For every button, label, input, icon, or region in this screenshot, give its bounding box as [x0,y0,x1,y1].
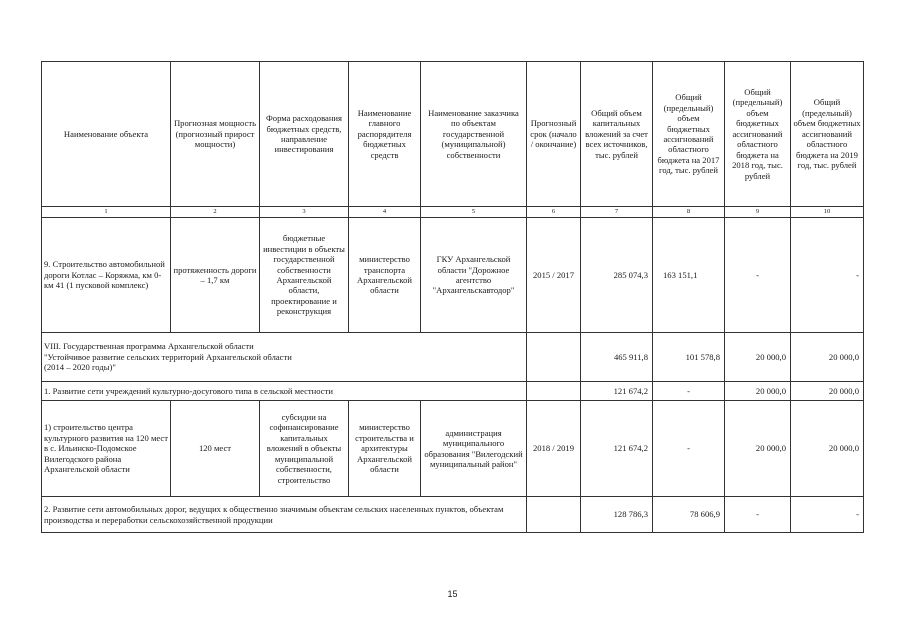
column-number: 6 [527,207,581,218]
object-name: 9. Строительство автомобильной дороги Котлас – Коряжма, км 0-км 41 (1 пусковой комплекс) [42,218,171,333]
spending-form: бюджетные инвестиции в объекты государственной собственности Архангельской области, проектирование и реконструкция [260,218,349,333]
section-title: 1. Развитие сети учреждений культурно-досугового типа в сельской местности [42,382,527,401]
budget-2019: - [791,497,864,533]
header-cell: Прогнозный срок (начало / окончание) [527,62,581,207]
budget-2017: - [653,401,725,497]
capacity: 120 мест [171,401,260,497]
total-investment: 121 674,2 [581,401,653,497]
total-investment: 121 674,2 [581,382,653,401]
budget-2017: 78 606,9 [653,497,725,533]
header-cell: Наименование главного распорядителя бюджетных средств [349,62,421,207]
page-number: 15 [447,589,458,599]
budget-2018: 20 000,0 [725,333,791,382]
empty-cell [527,382,581,401]
budget-2017: - [653,382,725,401]
budget-2018: 20 000,0 [725,401,791,497]
program-title-line: VIII. Государственная программа Архангельской области [44,341,254,352]
header-cell: Форма расходования бюджетных средств, направление инвестирования [260,62,349,207]
table-row-culture-center [42,401,864,497]
term: 2015 / 2017 [527,218,581,333]
header-cell: Прогнозная мощность (прогнозный прирост мощности) [171,62,260,207]
column-number: 2 [171,207,260,218]
table-header-row [42,62,864,207]
budget-2019: - [791,218,864,333]
section-title: 2. Развитие сети автомобильных дорог, ведущих к общественно значимым объектам сельских населенных пунктов, объектам производства и переработки сельскохозяйственной продукции [42,497,527,533]
column-number: 10 [791,207,864,218]
budget-2017: 101 578,8 [653,333,725,382]
budget-2019: 20 000,0 [791,401,864,497]
header-cell: Общий (предельный) объем бюджетных ассигнований областного бюджета на 2018 год, тыс. рублей [725,62,791,207]
budget-2019: 20 000,0 [791,382,864,401]
header-cell: Общий (предельный) объем бюджетных ассигнований областного бюджета на 2017 год, тыс. рублей [653,62,725,207]
budget-2018: - [725,497,791,533]
header-cell: Общий объем капитальных вложений за счет всех источников, тыс. рублей [581,62,653,207]
budget-manager: министерство строительства и архитектуры Архангельской области [349,401,421,497]
empty-cell [527,333,581,382]
investment-table [41,61,864,533]
budget-2018: - [725,218,791,333]
budget-2017: 163 151,1 [653,218,725,333]
column-number: 3 [260,207,349,218]
column-number: 8 [653,207,725,218]
program-title [42,333,527,382]
capacity: протяженность дороги – 1,7 км [171,218,260,333]
object-name: 1) строительство центра культурного развития на 120 мест в с. Ильинско-Подомское Вилегодского района Архангельской области [42,401,171,497]
program-title-line: (2014 – 2020 годы)" [44,362,116,373]
term: 2018 / 2019 [527,401,581,497]
column-number: 1 [42,207,171,218]
spending-form: субсидии на софинансирование капитальных вложений в объекты муниципальной собственности, строительство [260,401,349,497]
total-investment: 285 074,3 [581,218,653,333]
budget-manager: министерство транспорта Архангельской области [349,218,421,333]
header-cell: Общий (предельный) объем бюджетных ассигнований областного бюджета на 2019 год, тыс. рублей [791,62,864,207]
table-row-program-8 [42,333,864,382]
customer: администрация муниципального образования "Вилегодский муниципальный район" [421,401,527,497]
column-number: 7 [581,207,653,218]
program-title-line: "Устойчивое развитие сельских территорий Архангельской области [44,351,292,362]
table-row-road-kotlas [42,218,864,333]
total-investment: 465 911,8 [581,333,653,382]
customer: ГКУ Архангельской области "Дорожное агентство "Архангельскавтодор" [421,218,527,333]
header-cell: Наименование объекта [42,62,171,207]
empty-cell [527,497,581,533]
table-row-section-2 [42,497,864,533]
column-number-row [42,207,864,218]
column-number: 5 [421,207,527,218]
budget-2018: 20 000,0 [725,382,791,401]
table-row-section-1 [42,382,864,401]
budget-2019: 20 000,0 [791,333,864,382]
column-number: 4 [349,207,421,218]
header-cell: Наименование заказчика по объектам государственной (муниципальной) собственности [421,62,527,207]
column-number: 9 [725,207,791,218]
total-investment: 128 786,3 [581,497,653,533]
